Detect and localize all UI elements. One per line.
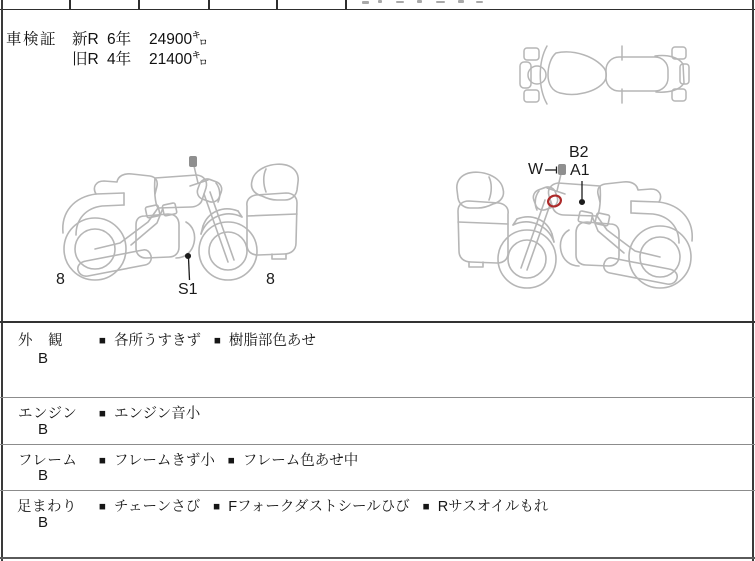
square-bullet-icon: ■ [99,334,106,347]
shaken-old-reg: 旧R [72,51,99,68]
section-engine-items [99,402,200,423]
section-undercarriage-label: 足まわり [17,499,77,515]
condition-item: ■ Rサスオイルもれ [422,499,549,515]
condition-item: ■ エンジン音小 [99,406,201,422]
square-bullet-icon: ■ [213,500,221,513]
pointer-marks [186,167,585,281]
shaken-label: 車検証 [6,31,58,48]
condition-item: ■ Fフォークダストシールひび [213,499,410,515]
condition-item: ■ フレーム色あせ中 [227,453,359,469]
section-undercarriage-items [99,495,548,516]
section-engine-grade: B [38,421,49,438]
section-divider [0,321,755,323]
s1-pointer-dot [186,254,191,259]
square-bullet-icon: ■ [99,500,106,513]
section-undercarriage-grade: B [38,514,49,531]
condition-item: ■ 樹脂部色あせ [213,333,316,349]
w-label: W [528,161,544,178]
shaken-old-year: 4年 [107,51,132,68]
a1-label: A1 [570,162,590,179]
page-bottom-border [0,557,755,559]
left-side-view-motorcycle [63,156,298,280]
square-bullet-icon: ■ [213,334,221,347]
square-bullet-icon: ■ [99,454,106,467]
condition-item: ■ チェーンさび [99,499,201,515]
shaken-new-year: 6年 [107,31,132,48]
section-exterior-grade: B [38,350,49,367]
left-rear-wheel-mark: 8 [56,271,65,288]
left-front-wheel-mark: 8 [266,271,275,288]
shaken-new-reg: 新R [72,31,99,48]
shaken-old-odo: 21400㌔ [149,51,208,68]
section-exterior-items [99,329,316,350]
square-bullet-icon: ■ [99,407,106,420]
section-divider [0,397,755,398]
section-divider [0,444,755,445]
section-frame-items [99,449,358,470]
section-frame-label: フレーム [18,453,78,469]
a1-pointer-dot [580,200,585,205]
section-engine-label: エンジン [18,406,78,422]
section-frame-grade: B [38,467,49,484]
square-bullet-icon: ■ [422,500,430,513]
right-side-view-motorcycle [457,164,692,288]
b2-label: B2 [569,144,589,161]
section-divider [0,490,755,491]
s1-label: S1 [178,281,198,298]
s1-pointer-line [189,258,190,280]
section-exterior-label: 外 観 [18,333,63,349]
condition-item: ■ 各所うすきず [99,333,201,349]
condition-item: ■ フレームきず小 [99,453,215,469]
shaken-new-odo: 24900㌔ [149,31,208,48]
square-bullet-icon: ■ [227,454,235,467]
top-view-motorcycle [520,46,689,104]
